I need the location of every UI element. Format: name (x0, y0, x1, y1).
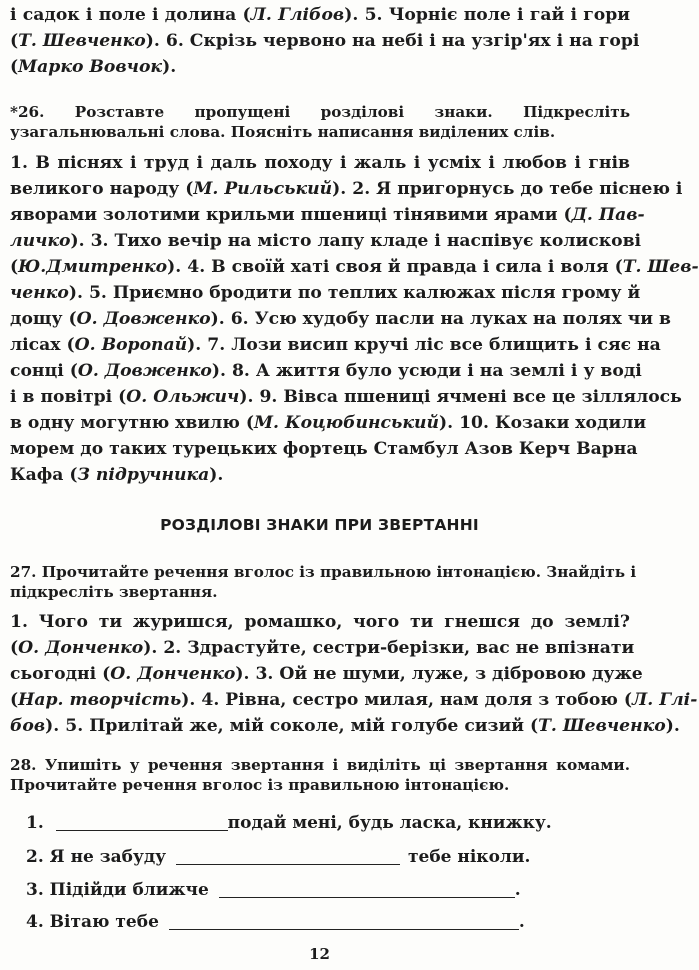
text: ). 3. Ой не шуми, луже, з дібровою дуже (235, 664, 643, 684)
text: і садок і поле і долина ( (10, 5, 251, 25)
author: Т. Шев- (622, 257, 699, 277)
text: ). 10. Козаки ходили (438, 413, 647, 433)
text: ). 4. В своїй хаті своя й правда і сила і воля ( (167, 257, 623, 277)
text: Підійди ближче (49, 880, 209, 900)
item-number: 4. (26, 912, 44, 932)
text: 1. Чого ти журишся, ромашко, чого ти гнешся до землі? (10, 612, 630, 632)
text: і сяє на (578, 335, 661, 355)
task-28-instruction (10, 755, 630, 795)
task-number: 28. (10, 756, 37, 774)
highlighted-word: блищить (488, 335, 579, 355)
text: ( (10, 57, 19, 77)
text: ). 5. Чорніє поле і гай і гори (344, 5, 630, 25)
author: Л. Глі- (632, 690, 698, 710)
fill-item-3 (26, 879, 521, 901)
text: Прочитайте речення вголос із правильною інтонацією. Знайдіть і (41, 563, 637, 581)
text: Вітаю тебе (49, 912, 159, 932)
author: Д. Пав- (571, 205, 645, 225)
text: Упишіть у речення звертання і виділіть ці звертання комами. (44, 756, 630, 774)
text: Прочитайте речення вголос із правильною інтонацією. (10, 776, 510, 794)
text: 1. В піснях і труд і даль походу і жаль і усміх і любов і гнів (10, 153, 630, 173)
author: О. Ольжич (126, 387, 240, 407)
author: ченко (10, 283, 69, 303)
text: ). 5. Прилітай же, мій соколе, мій голубе сизий ( (45, 716, 539, 736)
text: ). 6. Усю худобу пасли на луках на полях чи в (210, 309, 671, 329)
author: О. Довженко (76, 309, 211, 329)
author: О. Воропай (74, 335, 188, 355)
text: ). (209, 465, 224, 485)
text: ). 5. Приємно бродити по теплих калюжах після грому й (68, 283, 641, 303)
text: ). 7. Лози висип кручі ліс все (187, 335, 489, 355)
text: ). 6. Скрізь червоно на небі і на узгір'ях і на горі (145, 31, 640, 51)
text: Я не забуду (49, 847, 167, 867)
author: О. Донченко (110, 664, 236, 684)
task-number: *26. (10, 103, 45, 121)
highlighted-word: колискові (539, 231, 642, 251)
answer-blank[interactable] (219, 879, 515, 898)
task-27-body (10, 609, 698, 739)
text: ). 9. Вівса пшениці ячмені все це зіллялось (239, 387, 682, 407)
text: в одну могутню хвилю ( (10, 413, 254, 433)
text: Кафа ( (10, 465, 78, 485)
text: узагальнювальні слова. Поясніть написання виділених слів. (10, 123, 556, 141)
text: сьогодні ( (10, 664, 111, 684)
author: М. Рильський (193, 179, 333, 199)
task-number: 27. (10, 563, 37, 581)
text: дощу ( (10, 309, 77, 329)
page-number: 12 (309, 945, 330, 963)
text: ). (162, 57, 177, 77)
task-27-instruction (10, 562, 637, 602)
author: Нар. творчість (18, 690, 182, 710)
author: О. Донченко (18, 638, 144, 658)
fill-item-2 (26, 846, 530, 868)
author: Марко Вовчок (18, 57, 163, 77)
text: морем до таких турецьких фортець Стамбул Азов Керч Варна (10, 439, 638, 459)
text: ). 8. А життя було усюди і на землі і у воді (211, 361, 642, 381)
text: ( (10, 31, 19, 51)
item-number: 1. (26, 813, 44, 833)
author: Л. Глібов (250, 5, 345, 25)
author: личко (10, 231, 71, 251)
text: Розставте пропущені розділові знаки. Підкресліть (74, 103, 631, 121)
task-26-body (10, 150, 699, 488)
text: подай мені, будь ласка, книжку. (227, 813, 552, 833)
text: сонці ( (10, 361, 78, 381)
text: ( (10, 257, 19, 277)
answer-blank[interactable] (176, 846, 400, 865)
text: ). 2. Я пригорнусь до тебе піснею і (332, 179, 683, 199)
text: ( (10, 690, 19, 710)
author: Т. Шевченко (18, 31, 146, 51)
author: З підручника (77, 465, 210, 485)
text: лісах ( (10, 335, 75, 355)
text: яворами золотими крильми пшениці тінявими ярами ( (10, 205, 572, 225)
text: ). 3. Тихо вечір на місто лапу кладе і наспівує (70, 231, 540, 251)
author: М. Коцюбинський (253, 413, 439, 433)
text: великого народу ( (10, 179, 194, 199)
text: ). 2. Здрастуйте, сестри-берізки, вас не впізнати (143, 638, 635, 658)
text: . (518, 912, 525, 932)
author: О. Довженко (77, 361, 212, 381)
author: бов (10, 716, 46, 736)
fill-item-1 (26, 812, 552, 834)
item-number: 2. (26, 847, 44, 867)
author: Ю.Дмитренко (18, 257, 168, 277)
answer-blank[interactable] (56, 812, 228, 831)
text: ). (665, 716, 680, 736)
item-number: 3. (26, 880, 44, 900)
text: підкресліть звертання. (10, 583, 218, 601)
top-paragraph (10, 2, 640, 80)
text: ). 4. Рівна, сестро милая, нам доля з тобою ( (181, 690, 633, 710)
answer-blank[interactable] (169, 911, 519, 930)
text: і в повітрі ( (10, 387, 127, 407)
fill-item-4 (26, 911, 525, 933)
section-heading: РОЗДІЛОВІ ЗНАКИ ПРИ ЗВЕРТАННІ (160, 516, 479, 534)
task-26-instruction (10, 102, 630, 142)
text: . (514, 880, 521, 900)
text: ( (10, 638, 19, 658)
author: Т. Шевченко (538, 716, 666, 736)
text: тебе ніколи. (407, 847, 531, 867)
